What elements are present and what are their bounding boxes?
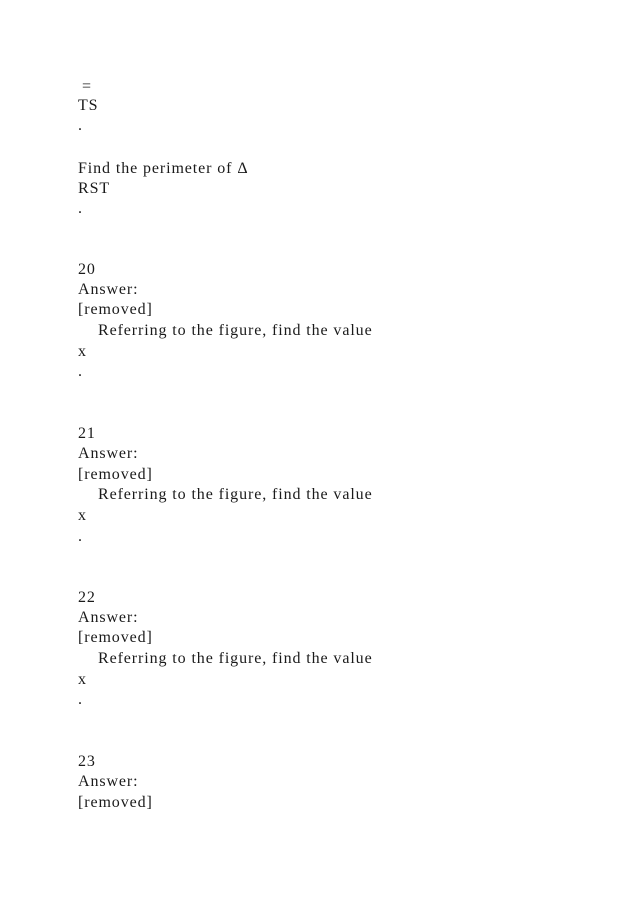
question-prompt: Find the perimeter of Δ	[78, 160, 249, 177]
question-text: Referring to the figure, find the value	[98, 322, 373, 339]
question-variable: x	[78, 507, 87, 524]
question-number: 23	[78, 753, 96, 770]
question-number: 22	[78, 589, 96, 606]
answer-label: Answer:	[78, 281, 139, 298]
question-number: 21	[78, 425, 96, 442]
period: .	[78, 691, 82, 708]
period: .	[78, 200, 82, 217]
question-text: Referring to the figure, find the value	[98, 486, 373, 503]
triangle-label: RST	[78, 180, 111, 197]
equals-sign: =	[82, 78, 92, 95]
segment-label: TS	[78, 97, 99, 114]
answer-label: Answer:	[78, 773, 139, 790]
question-variable: x	[78, 343, 87, 360]
answer-value: [removed]	[78, 466, 153, 483]
question-text: Referring to the figure, find the value	[98, 650, 373, 667]
answer-value: [removed]	[78, 301, 153, 318]
period: .	[78, 363, 82, 380]
answer-value: [removed]	[78, 794, 153, 811]
period: .	[78, 117, 82, 134]
answer-value: [removed]	[78, 629, 153, 646]
period: .	[78, 528, 82, 545]
answer-label: Answer:	[78, 609, 139, 626]
answer-label: Answer:	[78, 445, 139, 462]
question-variable: x	[78, 671, 87, 688]
question-number: 20	[78, 261, 96, 278]
